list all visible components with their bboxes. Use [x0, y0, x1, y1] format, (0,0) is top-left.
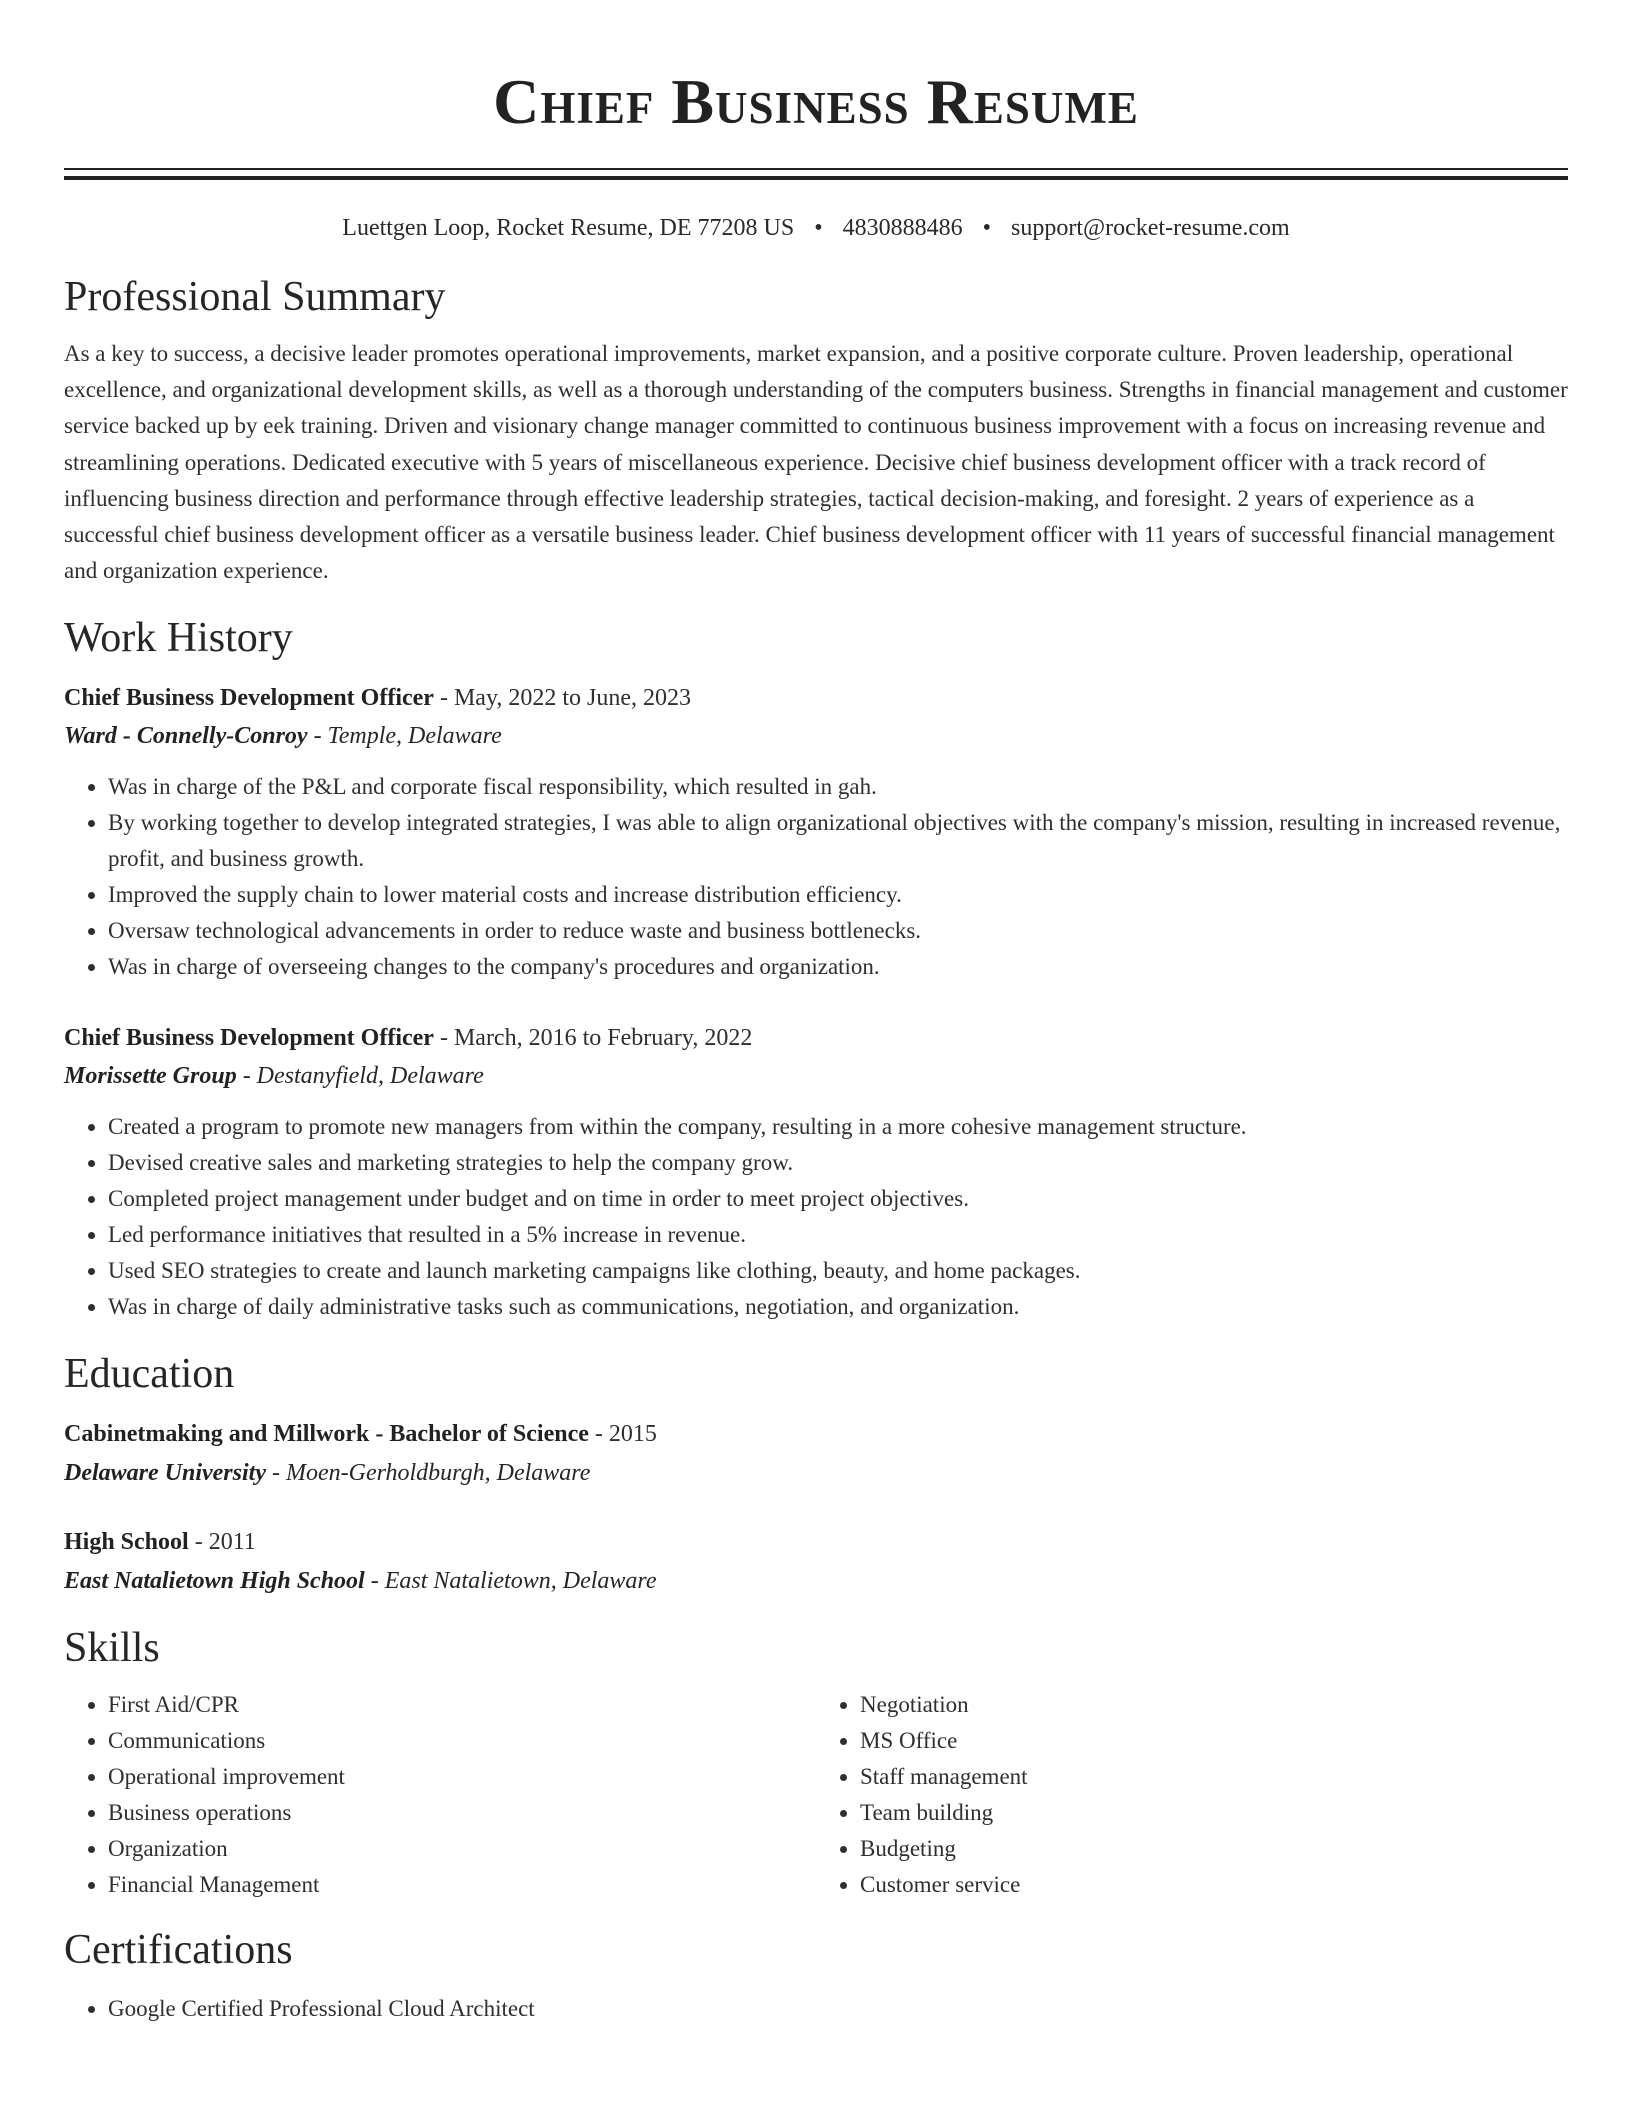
education-degree: Cabinetmaking and Millwork - Bachelor of Science: [64, 1421, 589, 1448]
education-school-line: [64, 1453, 1568, 1493]
education-degree: High School: [64, 1529, 189, 1556]
education-header: [64, 1523, 1568, 1561]
list-item: • Led performance initiatives that resulted in a 5% increase in revenue.: [108, 1217, 1568, 1253]
list-item: • Operational improvement: [108, 1759, 816, 1795]
list-item: • Oversaw technological advancements in order to reduce waste and business bottlenecks.: [108, 913, 1568, 949]
resume-page: [64, 0, 1568, 2027]
job-entry: [64, 1019, 1568, 1325]
job-location: - Temple, Delaware: [307, 723, 502, 750]
summary-heading: Professional Summary: [64, 274, 446, 320]
contact-separator: •: [982, 215, 992, 241]
list-item: • Financial Management: [108, 1867, 816, 1903]
contact-phone[interactable]: 4830888486: [842, 215, 963, 241]
list-item: • Devised creative sales and marketing strategies to help the company grow.: [108, 1145, 1568, 1181]
list-item: • Communications: [108, 1723, 816, 1759]
list-item: • First Aid/CPR: [108, 1687, 816, 1723]
list-item: • Used SEO strategies to create and launch marketing campaigns like clothing, beauty, and home packages.: [108, 1253, 1568, 1289]
summary-section: [64, 272, 1568, 589]
education-year: - 2011: [188, 1529, 256, 1556]
list-item: • Created a program to promote new managers from within the company, resulting in a more cohesive management structure.: [108, 1109, 1568, 1145]
job-header: [64, 1019, 1568, 1057]
list-item: • Was in charge of daily administrative tasks such as communications, negotiation, and organization.: [108, 1289, 1568, 1325]
resume-title: Chief Business Resume: [493, 66, 1139, 137]
job-bullets: [64, 1109, 1568, 1325]
education-section: [64, 1349, 1568, 1601]
work-history-section: [64, 613, 1568, 1325]
contact-address: Luettgen Loop, Rocket Resume, DE 77208 US: [342, 215, 795, 241]
list-item: • MS Office: [860, 1723, 1568, 1759]
job-bullets: [64, 769, 1568, 985]
summary-text: As a key to success, a decisive leader promotes operational improvements, market expansion, and a positive corporate culture. Proven leadership, operational excellence, and organizational development skills, as well as a thorough understanding of the computers business. Strengths in financial management and customer service backed up by eek training. Driven and visionary change manager committed to continuous business improvement with a focus on increasing revenue and streamlining operations. Dedicated executive with 5 years of miscellaneous experience. Decisive chief business development officer with a track record of influencing business direction and performance through effective leadership strategies, tactical decision-making, and foresight. 2 years of experience as a successful chief business development officer as a versatile business leader. Chief business development officer with 11 years of successful financial management and organization experience.: [64, 341, 1568, 584]
list-item: • Team building: [860, 1795, 1568, 1831]
contact-separator: •: [814, 215, 823, 241]
skills-section: [64, 1623, 1568, 1903]
job-company: Ward - Connelly-Conroy: [64, 723, 308, 750]
certifications-section: [64, 1925, 1568, 2027]
list-item: • Was in charge of the P&L and corporate fiscal responsibility, which resulted in gah.: [108, 769, 1568, 805]
list-item: • By working together to develop integrated strategies, I was able to align organizational objectives with the company's mission, resulting in increased revenue, profit, and business growth.: [108, 805, 1568, 877]
education-entry: [64, 1523, 1568, 1601]
certifications-heading: Certifications: [64, 1927, 293, 1974]
job-dates: - March, 2016 to February, 2022: [433, 1025, 753, 1052]
skills-grid: [64, 1687, 1568, 1903]
title-divider-thin: [64, 168, 1568, 170]
job-entry: [64, 679, 1568, 985]
education-heading: Education: [64, 1351, 235, 1398]
education-header: [64, 1415, 1568, 1453]
job-company: Morissette Group: [64, 1063, 237, 1090]
job-title: Chief Business Development Officer: [64, 685, 434, 712]
job-title: Chief Business Development Officer: [64, 1025, 434, 1052]
list-item: • Organization: [108, 1831, 816, 1867]
job-company-line: [64, 717, 1568, 755]
education-entry: [64, 1415, 1568, 1493]
list-item: • Completed project management under budget and on time in order to meet project objectives.: [108, 1181, 1568, 1217]
education-year: - 2015: [588, 1421, 657, 1448]
skills-column-right: [816, 1687, 1568, 1903]
skills-heading: Skills: [64, 1625, 160, 1672]
contact-email[interactable]: support@rocket-resume.com: [1011, 215, 1290, 241]
list-item: • Business operations: [108, 1795, 816, 1831]
certifications-list: [64, 1991, 1568, 2027]
list-item: • Budgeting: [860, 1831, 1568, 1867]
contact-line: [64, 212, 1568, 244]
job-company-line: [64, 1057, 1568, 1095]
title-divider-thick: [64, 176, 1568, 180]
education-school-line: [64, 1561, 1568, 1601]
education-school: Delaware University: [64, 1460, 266, 1487]
education-location: - Moen-Gerholdburgh, Delaware: [265, 1460, 591, 1487]
list-item: • Improved the supply chain to lower material costs and increase distribution efficiency.: [108, 877, 1568, 913]
work-history-heading: Work History: [64, 615, 293, 662]
job-dates: - May, 2022 to June, 2023: [433, 685, 692, 712]
job-location: - Destanyfield, Delaware: [236, 1063, 484, 1090]
education-location: - East Natalietown, Delaware: [364, 1568, 657, 1595]
list-item: • Google Certified Professional Cloud Architect: [108, 1991, 1568, 2027]
list-item: • Negotiation: [860, 1687, 1568, 1723]
list-item: • Was in charge of overseeing changes to the company's procedures and organization.: [108, 949, 1568, 985]
list-item: • Staff management: [860, 1759, 1568, 1795]
job-header: [64, 679, 1568, 717]
education-school: East Natalietown High School: [64, 1568, 365, 1595]
skills-column-left: [64, 1687, 816, 1903]
list-item: • Customer service: [860, 1867, 1568, 1903]
